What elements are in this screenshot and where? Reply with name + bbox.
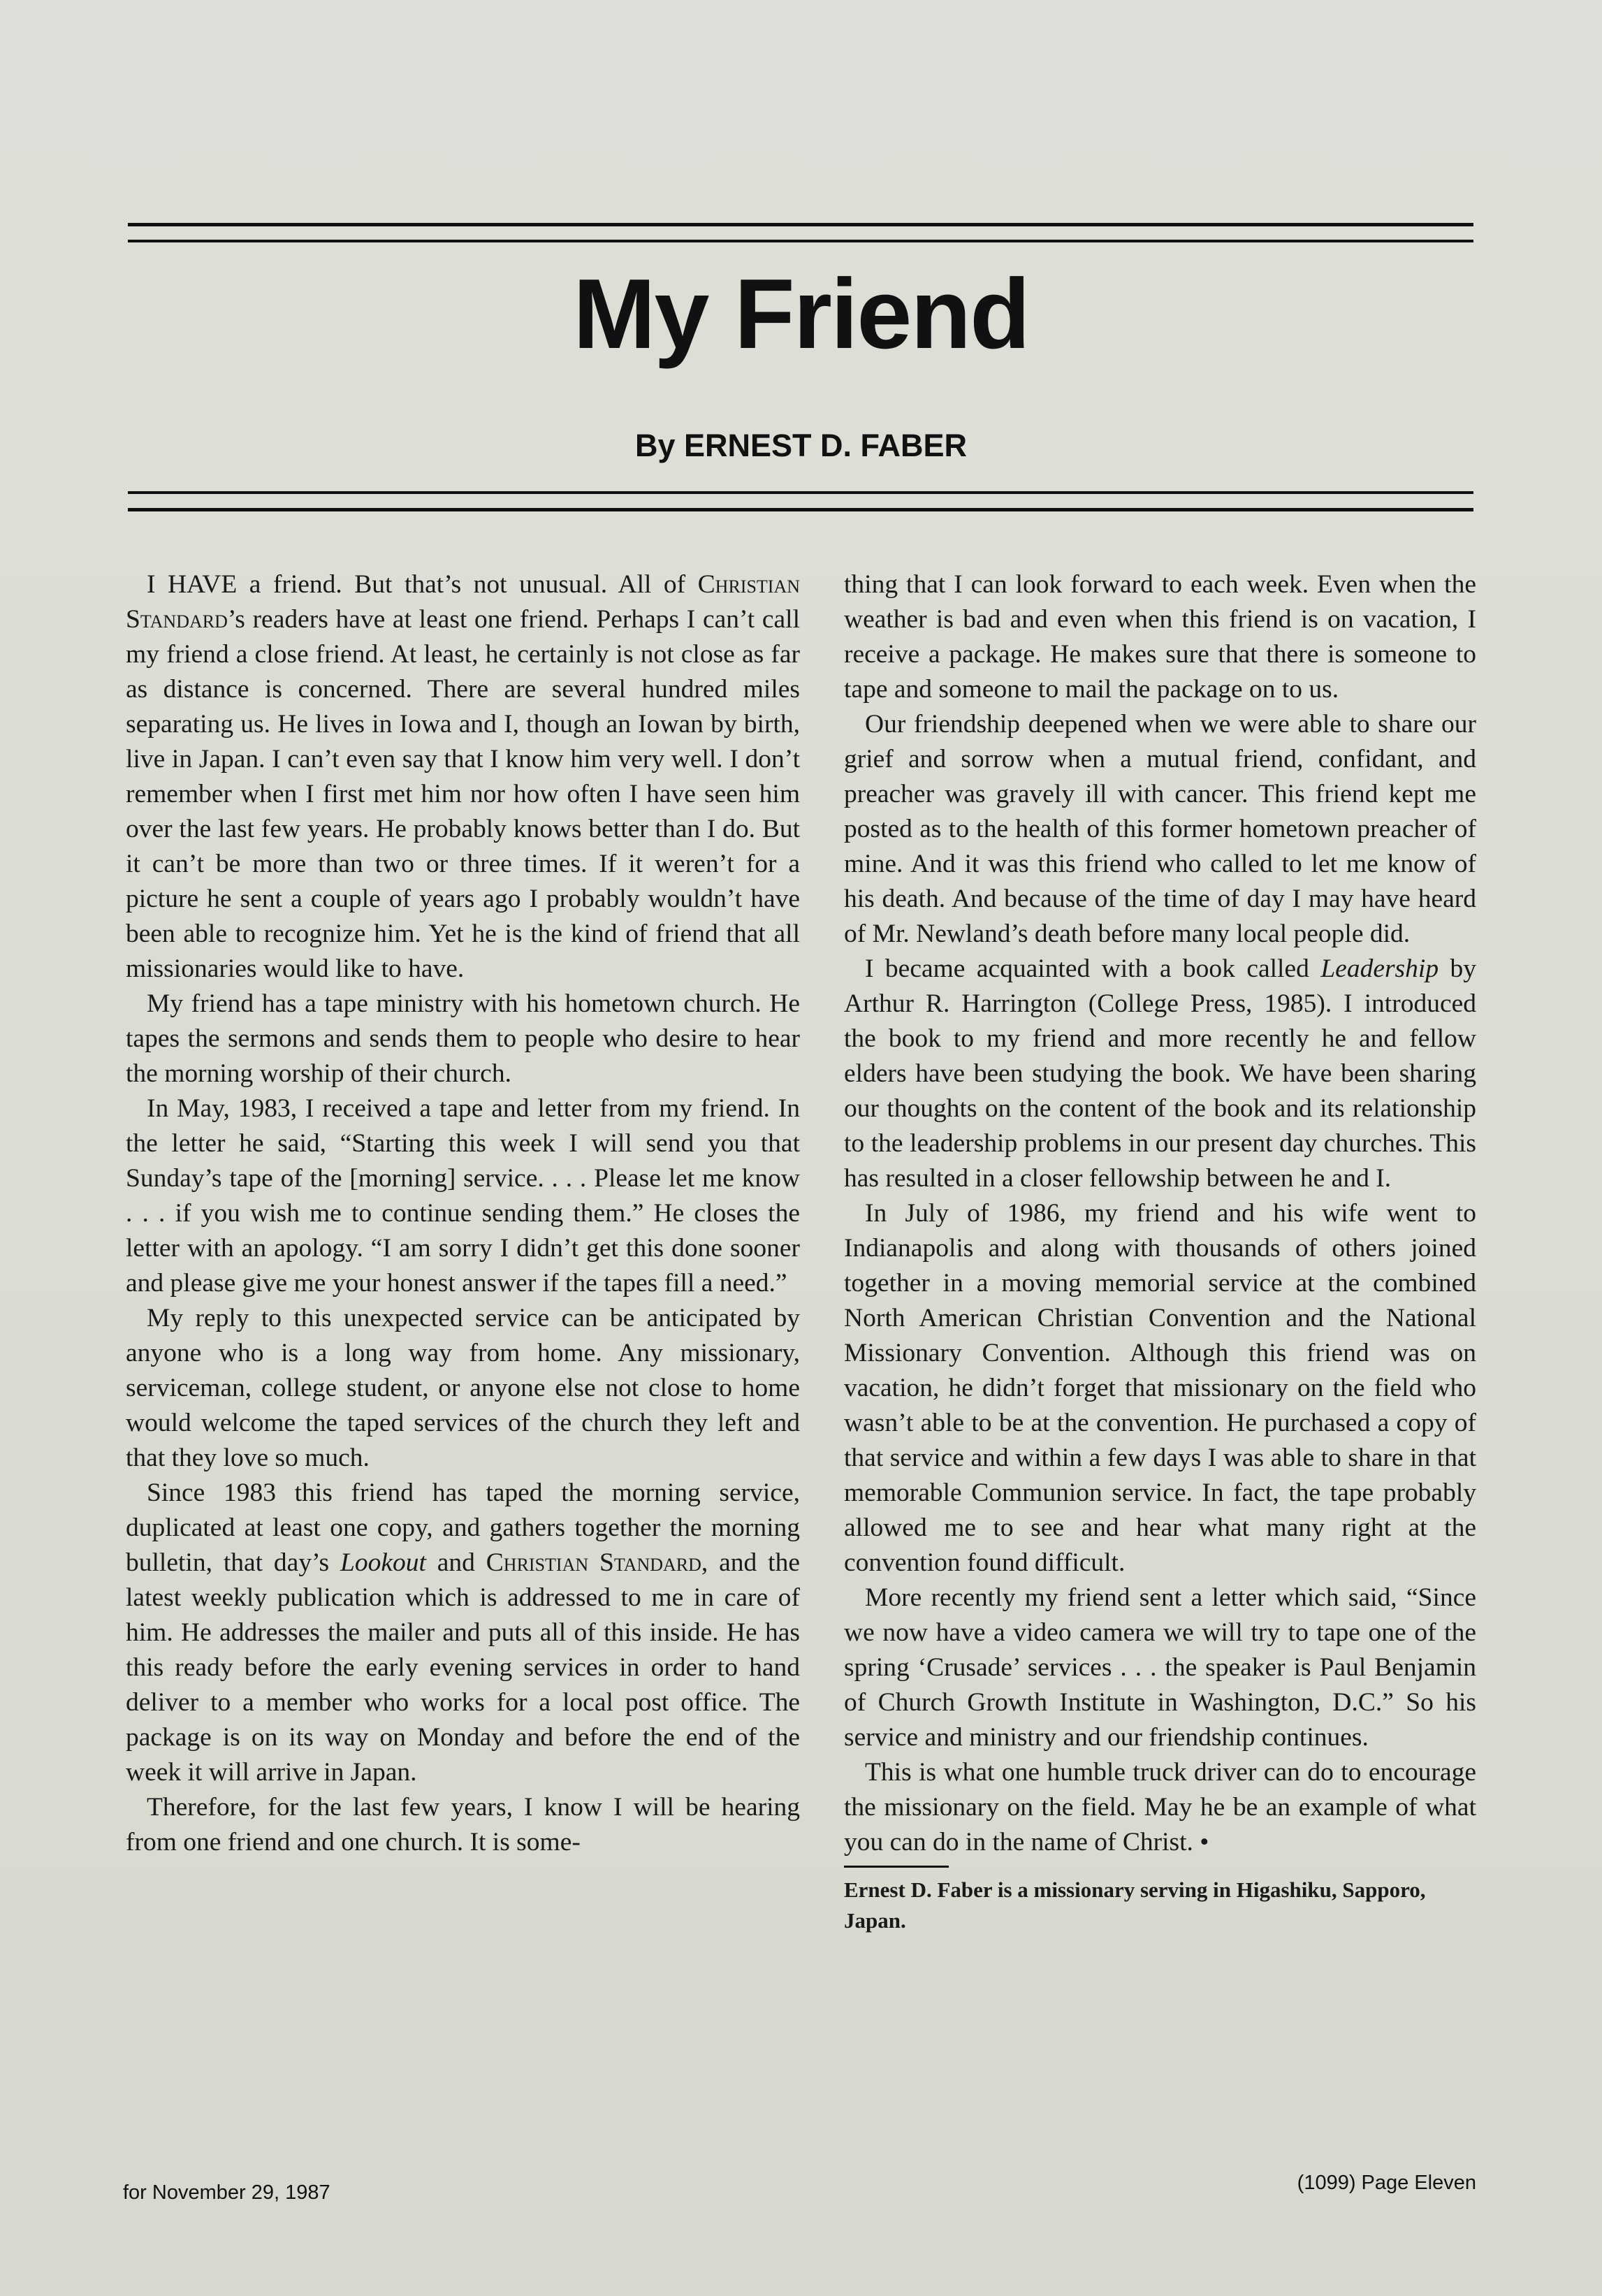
article-title: My Friend [573, 259, 1029, 370]
book-title: Leadership [1320, 954, 1439, 983]
right-paragraph-3 [844, 952, 1476, 1196]
left-column [126, 567, 800, 1860]
text-run: I became acquainted with a book called [865, 954, 1321, 983]
right-paragraph-1: thing that I can look forward to each week. Even when the weather is bad and even when this friend is on vacation, I receive a package. He makes sure that there is someone to tape and someone to mail the package on to us. [844, 570, 1476, 704]
top-rule-2 [128, 240, 1473, 242]
left-paragraph-1 [126, 567, 800, 987]
article-byline: By ERNEST D. FABER [634, 428, 968, 463]
publication-name: Christian Standard [126, 570, 800, 634]
mid-rule-1 [128, 491, 1473, 494]
right-paragraph-5: More recently my friend sent a letter which said, “Since we now have a video camera we will try to tape one of the spring ‘Crusade’ services . . . the speaker is Paul Benjamin of Church Growth Institute in Washington, D.C.” So his service and ministry and our friendship continues. [844, 1583, 1476, 1752]
publication-name: Christian Standard [486, 1548, 701, 1577]
left-paragraph-3: In May, 1983, I received a tape and letter from my friend. In the letter he said, “Starting this week I will send you that Sunday’s tape of the [morning] service. . . . Please let me know . . . if you wish me to continue sending them.” He closes the letter with an apology. “I am sorry I didn’t get this done sooner and please give me your honest answer if the tapes fill a need.” [126, 1094, 800, 1298]
author-note: Ernest D. Faber is a missionary serving in Higashiku, Sapporo, Japan. [844, 1877, 1426, 1933]
text-run: , and the latest weekly publication which is addressed to me in care of him. He addresses the mailer and puts all of this inside. He has this ready before the early evening services in order to hand deliver to a member who works for a local post office. The package is on its way on Monday and before the end of the week it will arrive in Japan. [126, 1548, 800, 1787]
text-run: and [425, 1548, 486, 1577]
publication-name: Lookout [340, 1548, 426, 1577]
author-note-rule [844, 1866, 949, 1868]
left-paragraph-4: My reply to this unexpected service can be anticipated by anyone who is a long way from home. Any missionary, serviceman, college student, or anyone else not close to home would welcome the taped services of the church they left and that they love so much. [126, 1304, 800, 1472]
mid-rule-2 [128, 508, 1473, 511]
right-paragraph-4: In July of 1986, my friend and his wife went to Indianapolis and along with thousands of others joined together in a moving memorial service at the combined North American Christian Convention and the National Missionary Convention. Although this friend was on vacation, he didn’t forget that missionary on the field who wasn’t able to be at the convention. He purchased a copy of that service and within a few days I was able to share in that memorable Communion service. In fact, the tape probably allowed me to see and hear what many right at the convention found difficult. [844, 1199, 1476, 1577]
left-paragraph-2: My friend has a tape ministry with his hometown church. He tapes the sermons and sends them to people who desire to hear the morning worship of their church. [126, 989, 800, 1088]
text-run: Since 1983 this friend has taped the morning service, duplicated at least one copy, and gathers together the morning bulletin, that day’s [126, 1478, 800, 1577]
footer-page-number: (1099) Page Eleven [1297, 2172, 1476, 2194]
text-run: ’s readers have at least one friend. Perhaps I can’t call my friend a close friend. At least, he certainly is not close as far as distance is concerned. There are several hundred miles separating us. He lives in Iowa and I, though an Iowan by birth, live in Japan. I can’t even say that I know him very well. I don’t remember when I first met him nor how often I have seen him over the last few years. He probably knows better than I do. But it can’t be more than two or three times. If it weren’t for a picture he sent a couple of years ago I probably wouldn’t have been able to recognize him. Yet he is the kind of friend that all missionaries would like to have. [126, 605, 800, 983]
right-column [844, 567, 1476, 1936]
text-run: by Arthur R. Harrington (College Press, 1985). I introduced the book to my friend and more recently he and fellow elders have been studying the book. We have been sharing our thoughts on the content of the book and its relationship to the leadership problems in our present day churches. This has resulted in a closer fellowship between he and I. [844, 954, 1477, 1193]
right-paragraph-6: This is what one humble truck driver can do to encourage the missionary on the field. May he be an example of what you can do in the name of Christ. • [844, 1758, 1476, 1857]
right-paragraph-2: Our friendship deepened when we were able to share our grief and sorrow when a mutual friend, confidant, and preacher was gravely ill with cancer. This friend kept me posted as to the health of this former hometown preacher of mine. And it was this friend who called to let me know of his death. And because of the time of day I may have heard of Mr. Newland’s death before many local people did. [844, 710, 1476, 948]
footer-date: for November 29, 1987 [123, 2181, 330, 2204]
left-paragraph-6: Therefore, for the last few years, I know I will be hearing from one friend and one church. It is some- [126, 1793, 800, 1857]
top-rule-1 [128, 223, 1473, 226]
left-paragraph-5 [126, 1476, 800, 1790]
text-run: I HAVE a friend. But that’s not unusual. All of [147, 570, 698, 599]
